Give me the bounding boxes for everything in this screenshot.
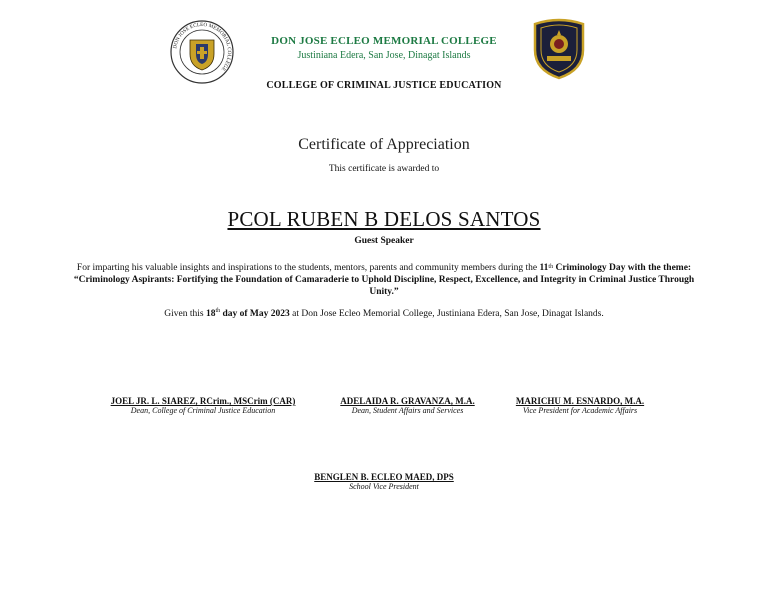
signatory-sas-dean xyxy=(325,396,490,415)
signatory-title: Dean, Student Affairs and Services xyxy=(351,406,464,415)
certificate-title: Certificate of Appreciation xyxy=(298,136,470,153)
college-name: COLLEGE OF CRIMINAL JUSTICE EDUCATION xyxy=(266,80,502,91)
recipient-name: PCOL RUBEN B DELOS SANTOS xyxy=(227,207,541,231)
signatory-ccje-dean xyxy=(98,396,308,415)
signatory-name: ADELAIDA R. GRAVANZA, M.A. xyxy=(340,396,475,406)
signatory-title: Vice President for Academic Affairs xyxy=(522,406,638,415)
given-line xyxy=(0,309,768,319)
given-place: at Don Jose Ecleo Memorial College, Justiniana Edera, San Jose, Dinagat Islands. xyxy=(289,309,604,319)
event-suffix: th xyxy=(548,264,554,270)
event-number: 11 xyxy=(539,263,549,273)
event-name: Criminology Day with the theme: “Criminology Aspirants: Fortifying the Foundation of Camaraderie to Uphold Discipline, Respect, Excellence, and Integrity in Criminal Justice Through Unity.” xyxy=(73,263,695,297)
signatory-name: MARICHU M. ESNARDO, M.A. xyxy=(515,396,645,406)
recipient-role: Guest Speaker xyxy=(354,236,414,246)
signatory-school-vp xyxy=(284,472,484,491)
school-name: DON JOSE ECLEO MEMORIAL COLLEGE xyxy=(271,35,497,47)
signatory-vpaa xyxy=(500,396,660,415)
signatory-name: JOEL JR. L. SIAREZ, RCrim., MSCrim (CAR) xyxy=(110,396,296,406)
signatory-title: School Vice President xyxy=(349,482,419,491)
svg-text:DON JOSE ECLEO MEMORIAL COLLEG: DON JOSE ECLEO MEMORIAL COLLEGE xyxy=(172,21,233,72)
given-prefix: Given this xyxy=(164,309,206,319)
signatory-name: BENGLEN B. ECLEO MAED, DPS xyxy=(314,472,454,482)
school-address: Justiniana Edera, San Jose, Dinagat Islands xyxy=(297,50,471,61)
given-day-suffix: th xyxy=(215,308,221,314)
given-day: 18 xyxy=(205,309,216,319)
body-intro: For imparting his valuable insights and inspirations to the students, mentors, parents and community members during the xyxy=(76,263,540,273)
given-date-rest: day of May 2023 xyxy=(220,309,290,319)
criminology-shield-logo xyxy=(531,18,587,80)
awarded-line: This certificate is awarded to xyxy=(328,164,440,174)
signatory-title: Dean, College of Criminal Justice Education xyxy=(130,406,276,415)
certificate-body xyxy=(72,262,696,298)
